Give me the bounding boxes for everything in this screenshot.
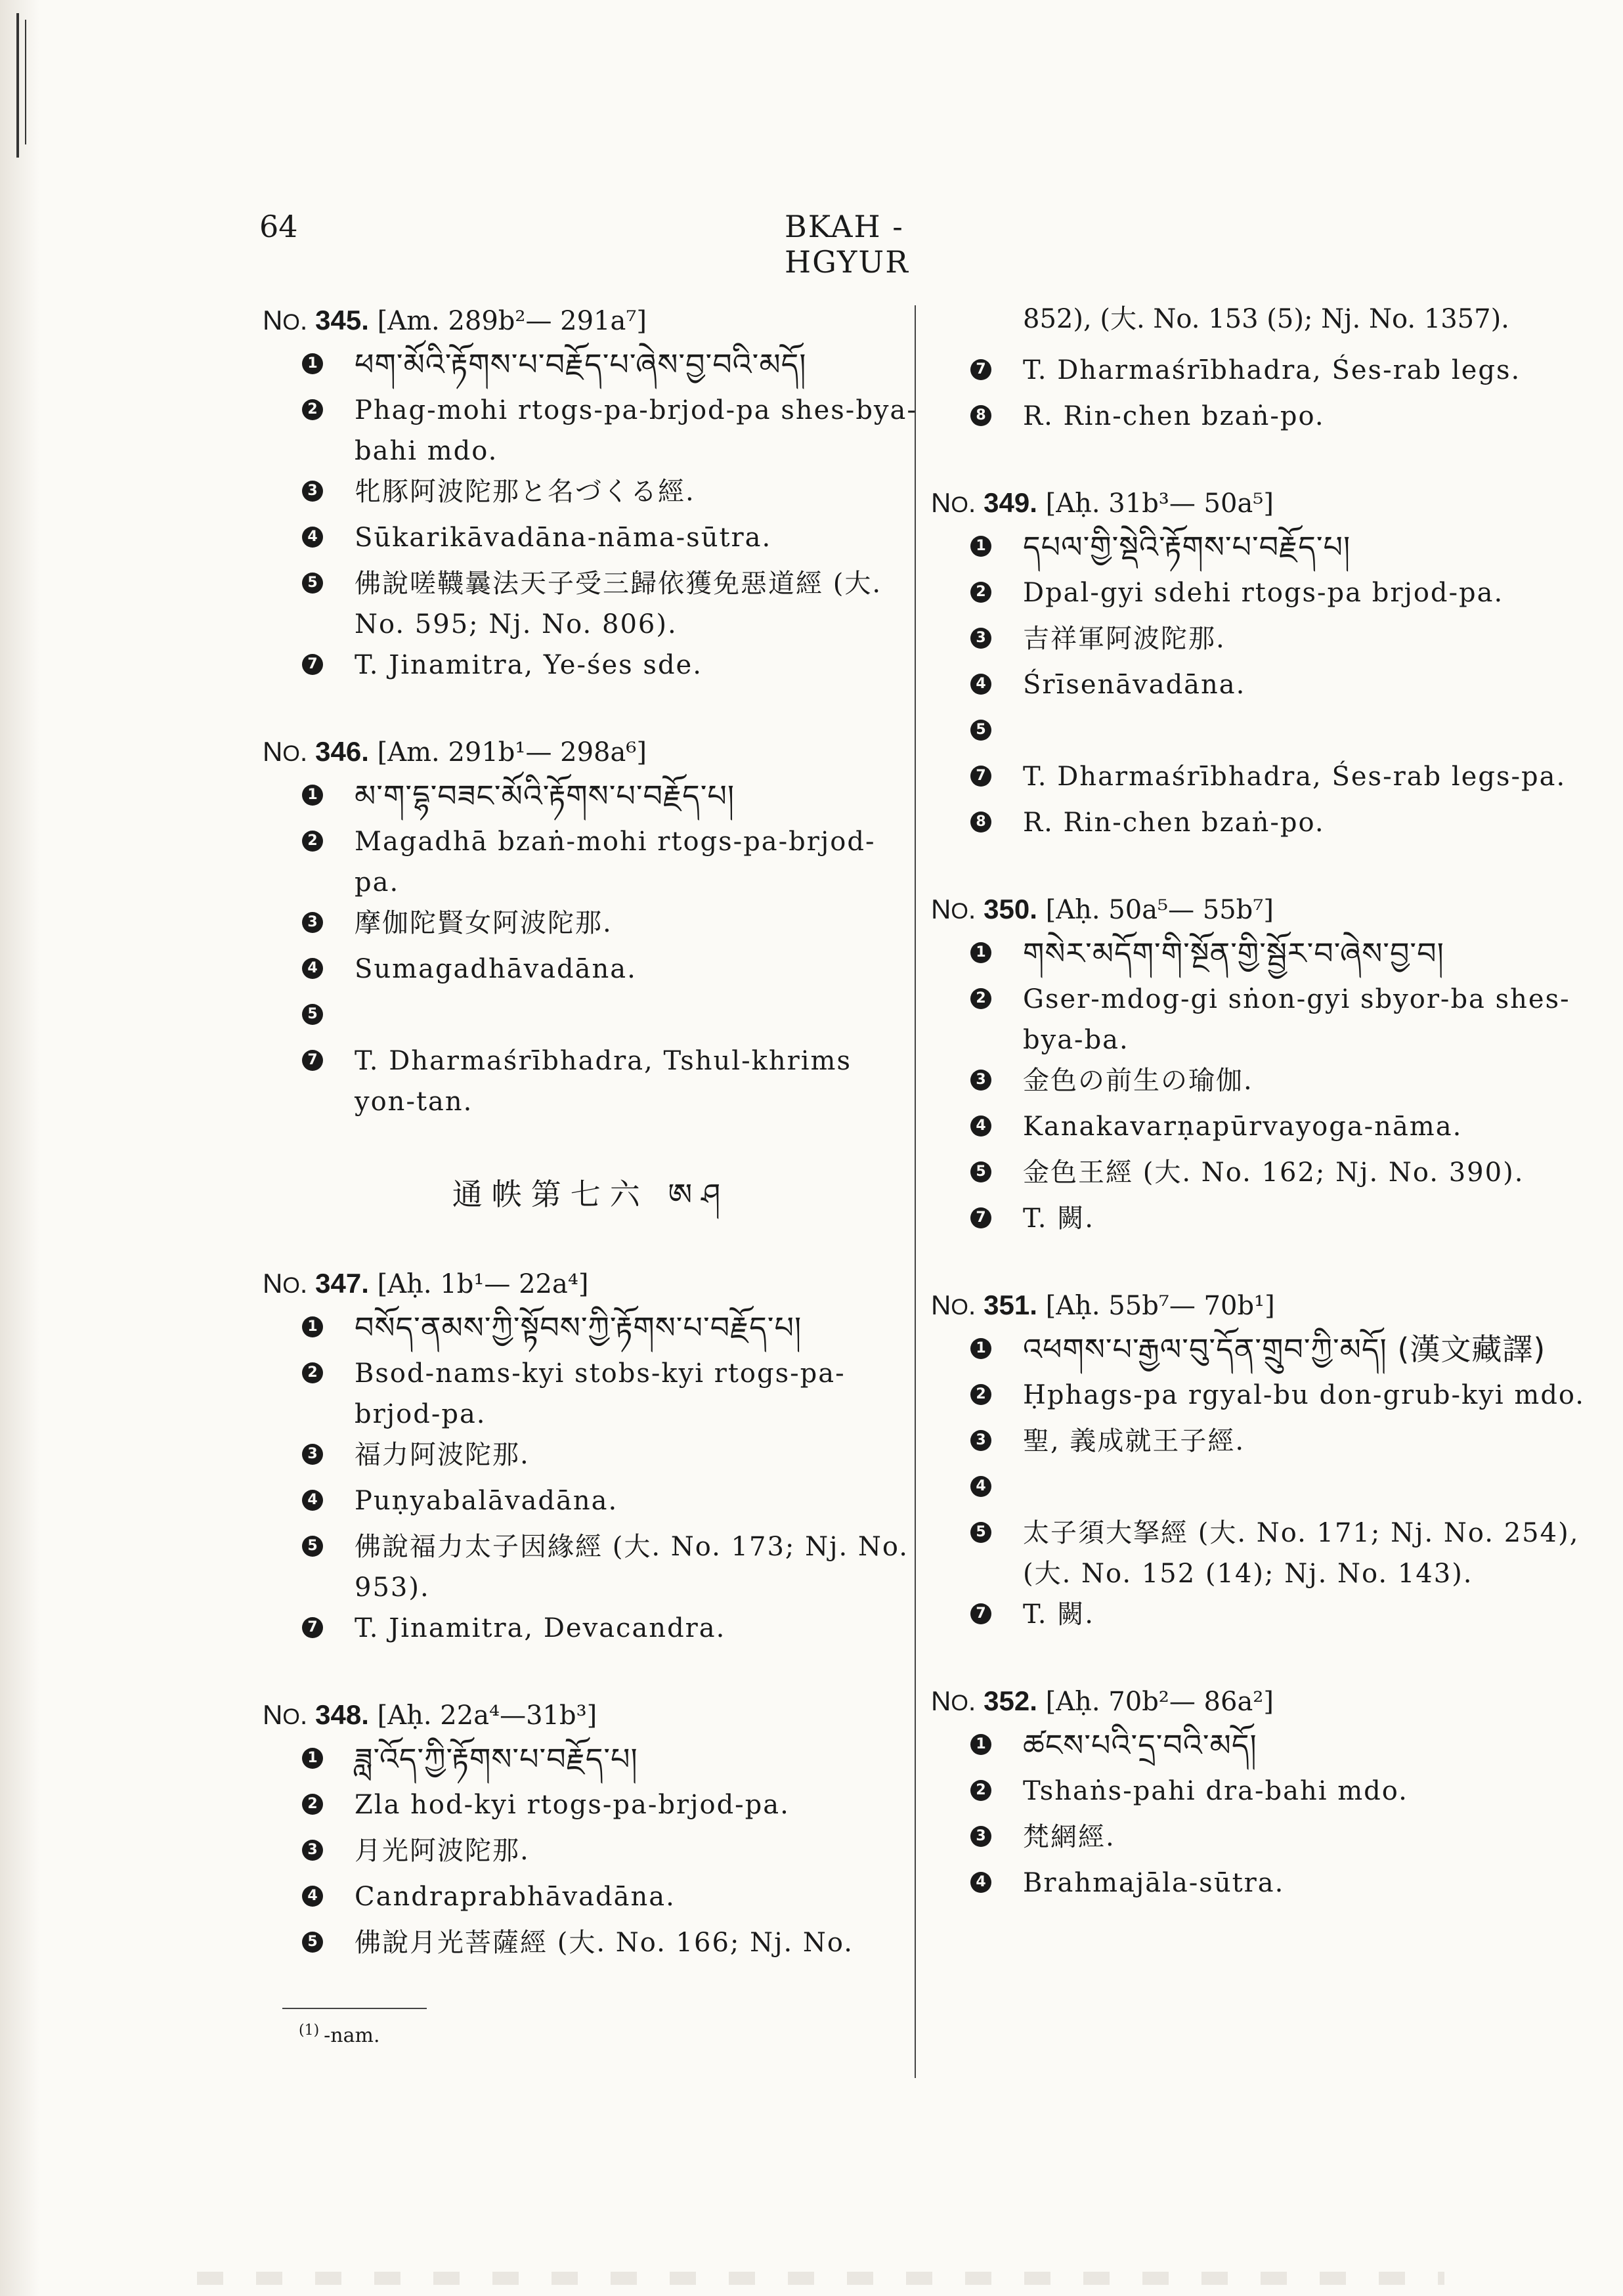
circled-number-marker: 8 (970, 405, 991, 426)
circled-number-marker: 2 (970, 1384, 991, 1405)
tibetan-title: དཔལ་གྱི་སྡེའི་རྟོགས་པ་བརྗོད་པ། (1023, 529, 1351, 565)
entry-text: 佛說嗟韈曩法天子受三歸依獲免惡道經 (大. No. 595; Nj. No. 806). (355, 569, 882, 639)
entry-line (931, 710, 1588, 756)
entry-line (931, 979, 1588, 1060)
entry-text: 太子須大拏經 (大. No. 171; Nj. No. 254), (大. No. 152 (14); Nj. No. 143). (1023, 1518, 1580, 1589)
entry-text: 吉祥軍阿波陀那. (1023, 624, 1226, 654)
entry-text: Bsod-nams-kyi stobs-kyi rtogs-pa-brjod-pa. (355, 1358, 846, 1429)
folio-reference: [Am. 291b¹— 298a⁶] (368, 737, 647, 768)
page-number: 64 (259, 209, 298, 244)
circled-number-marker: 2 (970, 582, 991, 603)
entry-text: 牝豚阿波陀那と名づくる經. (355, 477, 695, 507)
circled-number-marker: 2 (302, 1362, 323, 1383)
circled-number-marker: 4 (302, 527, 323, 548)
circled-number-marker: 2 (302, 1794, 323, 1815)
entry-line (931, 1060, 1588, 1106)
entry-line (931, 933, 1588, 979)
footnote-text: -nam. (324, 2024, 380, 2047)
bleed-through (197, 2272, 1444, 2285)
entry-number: NO. 352. (931, 1685, 1037, 1716)
entry-text: Magadhā bzaṅ-mohi rtogs-pa-brjod-pa. (355, 827, 876, 898)
circled-number-marker: 5 (302, 1536, 323, 1557)
entry-line (931, 1329, 1588, 1375)
tibetan-title: འཕགས་པ་རྒྱལ་བུ་དོན་གྲུབ་ཀྱི་མདོ། (漢文藏譯) (1023, 1332, 1546, 1367)
circled-number-marker: 7 (302, 1617, 323, 1638)
entry-line (931, 1817, 1588, 1863)
circled-number-marker: 1 (302, 1316, 323, 1337)
binding-mark (16, 13, 19, 158)
entry-text: T. Dharmaśrībhadra, Śes-rab legs. (1023, 355, 1521, 385)
circled-number-marker: 4 (302, 1886, 323, 1907)
entry-text: T. 闕. (1023, 1599, 1094, 1630)
catalog-entry (931, 1284, 1588, 1640)
catalog-entry (931, 299, 1588, 442)
circled-number-marker: 7 (302, 1050, 323, 1071)
entry-number: NO. 346. (263, 736, 369, 767)
catalog-entry (263, 730, 919, 1122)
entry-text: T. 闕. (1023, 1203, 1094, 1234)
entry-line (931, 1771, 1588, 1817)
folio-reference: [Aḥ. 50a⁵— 55b⁷] (1037, 895, 1274, 925)
entry-line (931, 1725, 1588, 1771)
entry-text: Sumagadhāvadāna. (355, 954, 637, 984)
entry-heading (263, 1693, 919, 1739)
entry-line (263, 1785, 919, 1830)
folio-reference: [Am. 289b²— 291a⁷] (368, 306, 647, 336)
entry-text: Candraprabhāvadāna. (355, 1882, 676, 1912)
entry-line (931, 1467, 1588, 1513)
circled-number-marker: 5 (302, 1932, 323, 1953)
entry-line (263, 1830, 919, 1876)
circled-number-marker: 1 (970, 942, 991, 963)
circled-number-marker: 7 (970, 766, 991, 787)
circled-number-marker: 2 (970, 988, 991, 1009)
footnote-rule (282, 2008, 427, 2009)
entry-text: 梵網經. (1023, 1822, 1115, 1852)
tibetan-title: ཟླ་འོད་ཀྱི་རྟོགས་པ་བརྗོད་པ། (355, 1741, 638, 1777)
entry-text: Sūkarikāvadāna-nāma-sūtra. (355, 523, 772, 553)
circled-number-marker: 4 (970, 1116, 991, 1137)
folio-reference: [Aḥ. 22a⁴—31b³] (368, 1700, 597, 1731)
catalog-entry (931, 1679, 1588, 1909)
footnote-mark: (1) (299, 2022, 324, 2039)
circled-number-marker: 1 (302, 353, 323, 374)
entry-line (931, 350, 1588, 396)
entry-line (931, 573, 1588, 618)
circled-number-marker: 4 (970, 674, 991, 695)
entry-text: 金色王經 (大. No. 162; Nj. No. 390). (1023, 1158, 1525, 1188)
entry-heading (931, 481, 1588, 527)
entry-text: R. Rin-chen bzaṅ-po. (1023, 401, 1325, 431)
entry-text: R. Rin-chen bzaṅ-po. (1023, 808, 1325, 838)
circled-number-marker: 7 (302, 654, 323, 675)
entry-heading (931, 1679, 1588, 1725)
entry-text: T. Dharmaśrībhadra, Tshul-khrims yon-tan. (355, 1046, 852, 1117)
entry-text: T. Jinamitra, Ye-śes sde. (355, 650, 703, 680)
circled-number-marker: 4 (970, 1872, 991, 1893)
entry-heading (931, 1284, 1588, 1329)
circled-number-marker: 1 (970, 1734, 991, 1755)
circled-number-marker: 3 (302, 1840, 323, 1861)
entry-text: Kanakavarṇapūrvayoga-nāma. (1023, 1112, 1463, 1142)
circled-number-marker: 3 (302, 1444, 323, 1465)
entry-line (931, 396, 1588, 442)
entry-line (931, 1106, 1588, 1152)
entry-line (931, 1863, 1588, 1909)
page-edge (0, 0, 39, 2296)
entry-text: T. Dharmaśrībhadra, Śes-rab legs-pa. (1023, 762, 1567, 792)
entry-text: Phag-mohi rtogs-pa-brjod-pa shes-bya-bahi mdo. (355, 395, 917, 466)
entry-text: 福力阿波陀那. (355, 1440, 530, 1470)
entry-number: NO. 351. (931, 1289, 1037, 1320)
entry-line (263, 563, 919, 645)
entry-number: NO. 350. (931, 894, 1037, 924)
tibetan-title: ཚངས་པའི་དྲ་བའི་མདོ། (1023, 1727, 1257, 1763)
entry-text: T. Jinamitra, Devacandra. (355, 1613, 726, 1643)
entry-line (263, 1307, 919, 1353)
circled-number-marker: 4 (970, 1476, 991, 1497)
circled-number-marker: 3 (970, 1070, 991, 1091)
entry-number: NO. 349. (931, 487, 1037, 518)
circled-number-marker: 8 (970, 812, 991, 833)
entry-line (263, 1041, 919, 1122)
folio-reference: [Aḥ. 1b¹— 22a⁴] (368, 1269, 589, 1299)
catalog-entry (263, 1161, 919, 1654)
entry-line (263, 344, 919, 390)
circled-number-marker: 4 (302, 1490, 323, 1511)
circled-number-marker: 7 (970, 1603, 991, 1624)
entry-text: 月光阿波陀那. (355, 1836, 530, 1866)
entry-line (263, 390, 919, 471)
section-title: 通帙第七六 ཨཤ (452, 1177, 730, 1212)
circled-number-marker: 1 (302, 785, 323, 806)
circled-number-marker: 5 (970, 720, 991, 741)
entry-line (931, 1198, 1588, 1244)
entry-heading (263, 1262, 919, 1307)
entry-text: 聖, 義成就王子經. (1023, 1426, 1245, 1456)
entry-line (263, 775, 919, 821)
entry-line (263, 471, 919, 517)
tibetan-title: མ་ག་དྷ་བཟང་མོའི་རྟོགས་པ་བརྗོད་པ། (355, 778, 735, 813)
entry-line (263, 1608, 919, 1654)
catalog-entry (931, 481, 1588, 848)
entry-text: 佛說月光菩薩經 (大. No. 166; Nj. No. (355, 1928, 854, 1958)
entry-line (931, 756, 1588, 802)
entry-line (931, 527, 1588, 573)
entry-text: Ḥphags-pa rgyal-bu don-grub-kyi mdo. (1023, 1380, 1586, 1410)
circled-number-marker: 3 (970, 1826, 991, 1847)
circled-number-marker: 7 (970, 359, 991, 380)
left-column (263, 299, 919, 2047)
entry-continuation: 852), (大. No. 153 (5); Nj. No. 1357). (1023, 304, 1509, 334)
running-title: BKAH - HGYUR (785, 209, 909, 280)
entry-line (931, 1513, 1588, 1594)
entry-heading (931, 888, 1588, 933)
entry-text: 金色の前生の瑜伽. (1023, 1066, 1253, 1096)
entry-number: NO. 348. (263, 1699, 369, 1730)
entry-text: Puṇyabalāvadāna. (355, 1486, 618, 1516)
right-column (931, 299, 1588, 1948)
entry-line (263, 821, 919, 903)
entry-line (263, 1527, 919, 1608)
circled-number-marker: 3 (302, 481, 323, 502)
folio-reference: [Aḥ. 31b³— 50a⁵] (1037, 488, 1274, 519)
entry-line (263, 903, 919, 949)
entry-number: NO. 345. (263, 305, 369, 336)
circled-number-marker: 5 (970, 1522, 991, 1543)
catalog-entry (263, 1693, 919, 1968)
entry-line (263, 1739, 919, 1785)
entry-text: Gser-mdog-gi sṅon-gyi sbyor-ba shes-bya-ba. (1023, 984, 1570, 1055)
entry-line (931, 618, 1588, 664)
circled-number-marker: 1 (302, 1748, 323, 1769)
entry-line (263, 517, 919, 563)
circled-number-marker: 1 (970, 536, 991, 557)
entry-line (263, 1353, 919, 1435)
tibetan-title: བསོད་ནམས་ཀྱི་སྟོབས་ཀྱི་རྟོགས་པ་བརྗོད་པ། (355, 1310, 802, 1345)
page-header (259, 209, 1028, 280)
tibetan-title: ཕག་མོའི་རྟོགས་པ་བརྗོད་པ་ཞེས་བྱ་བའི་མདོ། (355, 347, 807, 382)
folio-reference: [Aḥ. 55b⁷— 70b¹] (1037, 1291, 1275, 1321)
entry-line (931, 802, 1588, 848)
entry-line (263, 1481, 919, 1527)
entry-line (931, 1375, 1588, 1421)
entry-line (263, 995, 919, 1041)
entry-line (263, 949, 919, 995)
circled-number-marker: 2 (970, 1780, 991, 1801)
entry-text: Brahmajāla-sūtra. (1023, 1868, 1285, 1898)
binding-mark (25, 20, 26, 144)
circled-number-marker: 4 (302, 958, 323, 979)
footnote (263, 2022, 919, 2047)
circled-number-marker: 3 (970, 1430, 991, 1451)
entry-line (931, 1421, 1588, 1467)
entry-text: Tshaṅs-pahi dra-bahi mdo. (1023, 1776, 1408, 1806)
entry-line (931, 1152, 1588, 1198)
entry-heading (263, 299, 919, 344)
folio-reference: [Aḥ. 70b²— 86a²] (1037, 1687, 1274, 1717)
entry-line (263, 1922, 919, 1968)
circled-number-marker: 5 (302, 1004, 323, 1025)
circled-number-marker: 5 (970, 1161, 991, 1182)
circled-number-marker: 5 (302, 573, 323, 594)
entry-line (263, 1876, 919, 1922)
catalog-entry (931, 888, 1588, 1244)
circled-number-marker: 3 (970, 628, 991, 649)
entry-text: Zla hod-kyi rtogs-pa-brjod-pa. (355, 1790, 790, 1820)
entry-number: NO. 347. (263, 1268, 369, 1299)
entry-text: Śrīsenāvadāna. (1023, 670, 1246, 700)
entry-text: Dpal-gyi sdehi rtogs-pa brjod-pa. (1023, 578, 1504, 608)
circled-number-marker: 2 (302, 831, 323, 852)
catalog-entry (263, 299, 919, 691)
circled-number-marker: 7 (970, 1207, 991, 1228)
entry-line (263, 1435, 919, 1481)
entry-heading (263, 730, 919, 775)
entry-text: 佛說福力太子因緣經 (大. No. 173; Nj. No. 953). (355, 1532, 909, 1603)
circled-number-marker: 1 (970, 1338, 991, 1359)
circled-number-marker: 2 (302, 399, 323, 420)
entry-line (931, 664, 1588, 710)
tibetan-title: གསེར་མདོག་གི་སྔོན་གྱི་སྦྱོར་བ་ཞེས་བྱ་བ། (1023, 936, 1444, 971)
entry-line (931, 1594, 1588, 1640)
entry-line (263, 645, 919, 691)
entry-text: 摩伽陀賢女阿波陀那. (355, 908, 613, 938)
circled-number-marker: 3 (302, 912, 323, 933)
